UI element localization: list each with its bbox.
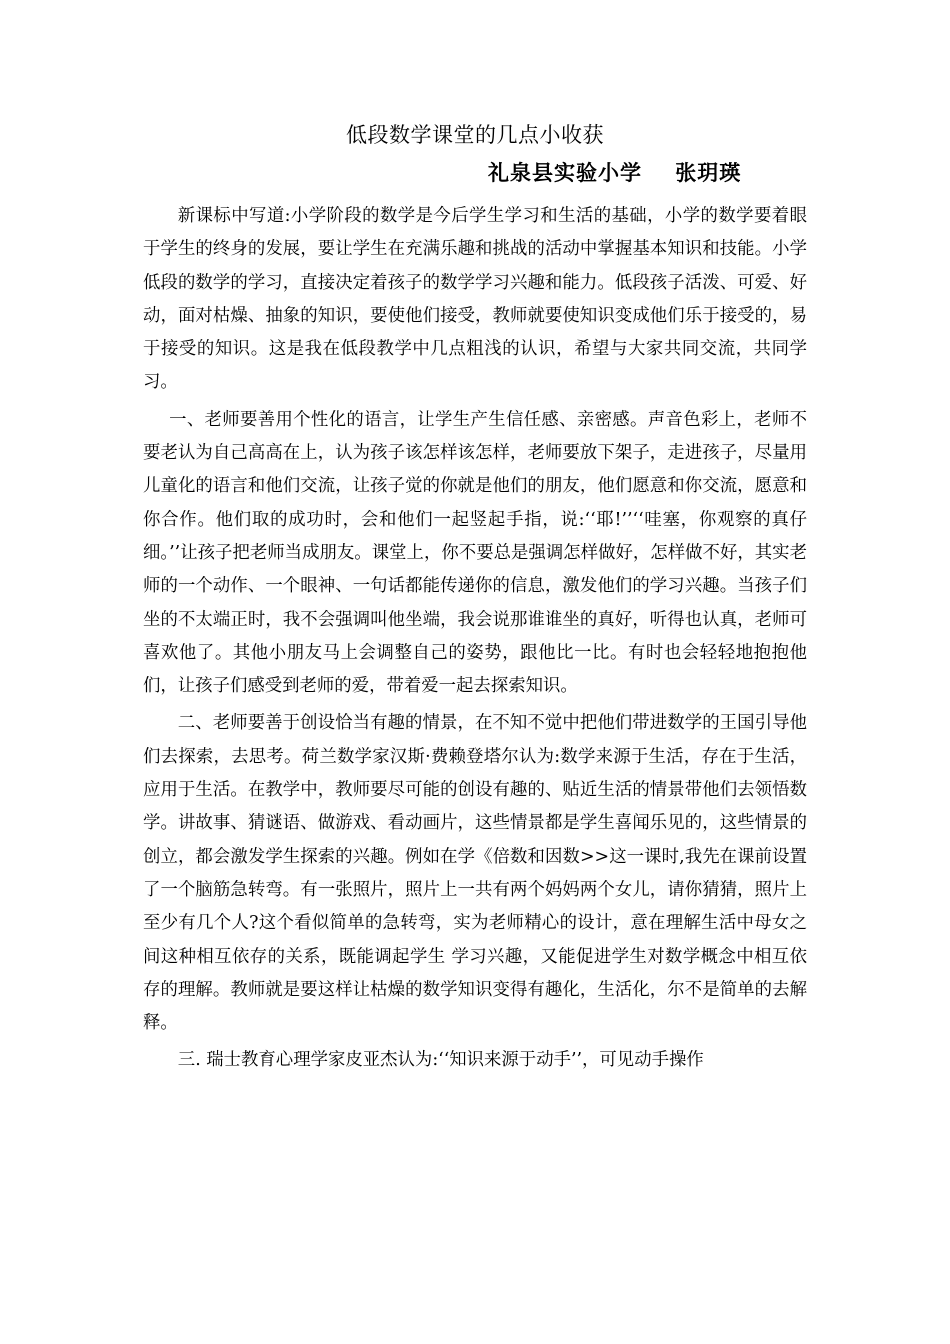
paragraph-intro: 新课标中写道:小学阶段的数学是今后学生学习和生活的基础，小学的数学要着眼于学生的终身的发展，要让学生在充满乐趣和挑战的活动中掌握基本知识和技能。小学低段的数学的学习，直接决定着孩子的数学学习兴趣和能力。低段孩子活泼、可爱、好动，面对枯燥、抽象的知识，要使他们接受，教师就要使知识变成他们乐于接受的，易于接受的知识。这是我在低段教学中几点粗浅的认识，希望与大家共同交流，共同学习。 [143,206,807,393]
document-author: 礼泉县实验小学 张玥瑛 [488,160,742,185]
document-body [143,200,807,1078]
paragraph-section-1: 一、老师要善用个性化的语言，让学生产生信任感、亲密感。声音色彩上，老师不要老认为自己高高在上，认为孩子该怎样该怎样，老师要放下架子，走进孩子，尽量用儿童化的语言和他们交流，让孩子觉的你就是他们的朋友，他们愿意和你交流，愿意和你合作。他们取的成功时，会和他们一起竖起手指，说:‘‘耶!’’‘‘哇塞，你观察的真仔细。’’让孩子把老师当成朋友。课堂上，你不要总是强调怎样做好，怎样做不好，其实老师的一个动作、一个眼神、一句话都能传递你的信息，激发他们的学习兴趣。当孩子们坐的不太端正时，我不会强调叫他坐端，我会说那谁谁坐的真好，听得也认真，老师可喜欢他了。其他小朋友马上会调整自己的姿势，跟他比一比。有时也会轻轻地抱抱他们，让孩子们感受到老师的爱，带着爱一起去探索知识。 [143,409,807,697]
document-title: 低段数学课堂的几点小收获 [346,123,604,147]
paragraph-section-2: 二、老师要善于创设恰当有趣的情景，在不知不觉中把他们带进数学的王国引导他们去探索，去思考。荷兰数学家汉斯·费赖登塔尔认为:数学来源于生活，存在于生活，应用于生活。在教学中，教师要尽可能的创设有趣的、贴近生活的情景带他们去领悟数学。讲故事、猜谜语、做游戏、看动画片，这些情景都是学生喜闻乐见的，这些情景的创立，都会激发学生探索的兴趣。例如在学《倍数和因数>>这一课时,我先在课前设置了一个脑筋急转弯。有一张照片，照片上一共有两个妈妈两个女儿，请你猜猜，照片上至少有几个人?这个看似简单的急转弯，实为老师精心的设计，意在理解生活中母女之间这种相互依存的关系，既能调起学生 学习兴趣，又能促进学生对数学概念中相互依存的理解。教师就是要这样让枯燥的数学知识变得有趣化，生活化，尔不是简单的去解释。 [143,713,807,1034]
paragraph-section-3: 三. 瑞士教育心理学家皮亚杰认为:‘‘知识来源于动手’’，可见动手操作 [177,1050,704,1071]
